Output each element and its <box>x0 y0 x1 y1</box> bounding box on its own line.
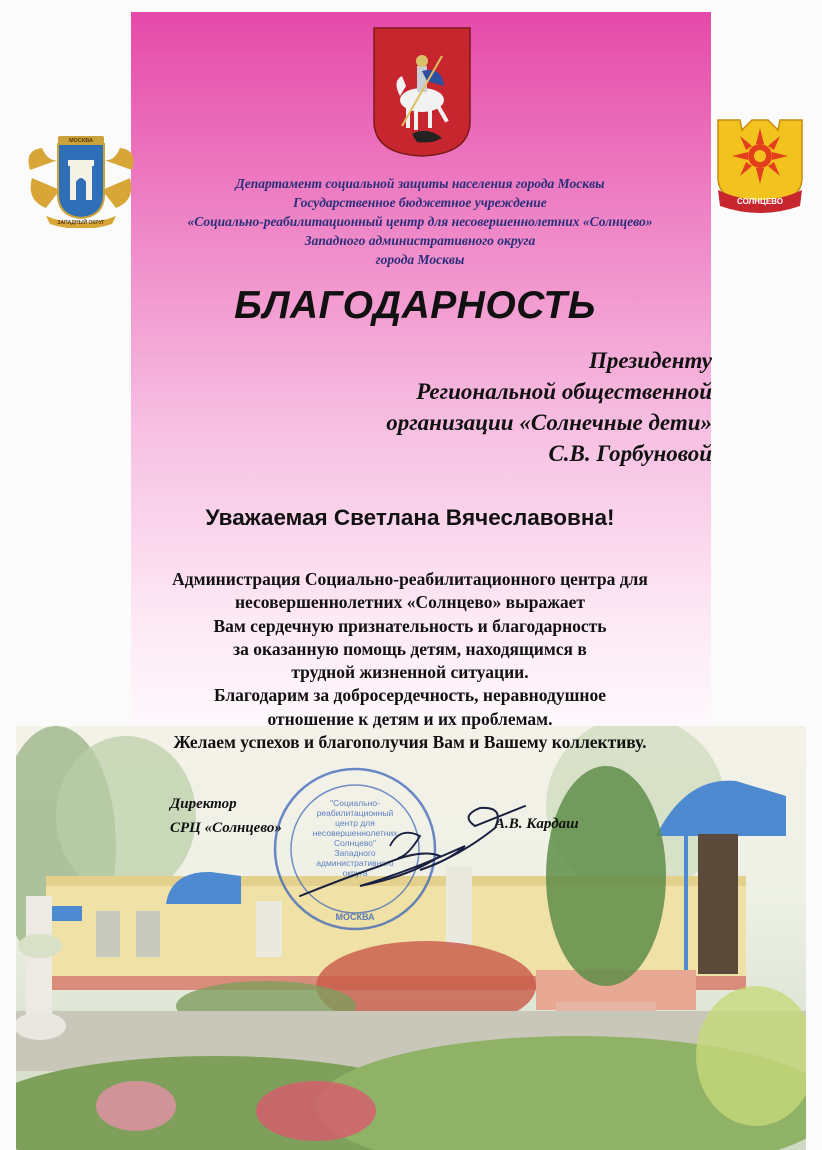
left-emblem-ribbon: МОСКВА <box>69 138 93 144</box>
header-line: «Социально-реабилитационный центр для несовершеннолетних «Солнцево» <box>187 214 653 229</box>
stamp-line: административного <box>316 858 394 868</box>
stamp-line: Западного <box>334 848 376 858</box>
recipient-line: Президенту <box>589 348 712 373</box>
header-line: Западного административного округа <box>304 233 536 248</box>
stamp-line: центр для <box>335 818 375 828</box>
salutation: Уважаемая Светлана Вячеславовна! <box>205 505 615 530</box>
body-line: несовершеннолетних «Солнцево» выражает <box>234 592 586 613</box>
stamp-line: Солнцево" <box>334 838 376 848</box>
handwritten-signature <box>290 786 540 916</box>
signatory-title <box>170 792 282 840</box>
signatory-title-line: СРЦ «Солнцево» <box>170 820 282 836</box>
moscow-coat-of-arms-icon <box>372 26 472 158</box>
stamp-line: "Социально- <box>330 798 380 808</box>
body-line: за оказанную помощь детям, находящимся в <box>233 638 587 659</box>
recipient-block <box>252 345 712 469</box>
header-line: города Москвы <box>375 252 465 267</box>
signatory-title-line: Директор <box>170 796 237 812</box>
organization-header <box>150 174 690 269</box>
document-title: БЛАГОДАРНОСТЬ <box>234 284 596 327</box>
recipient-line: организации «Солнечные дети» <box>386 410 712 435</box>
right-emblem-ribbon: СОЛНЦЕВО <box>737 197 783 206</box>
stamp-line: реабилитационный <box>316 808 394 818</box>
stamp-line: округа <box>342 868 368 878</box>
western-district-emblem-icon <box>22 130 140 228</box>
body-line: Администрация Социально-реабилитационного центра для <box>172 569 648 589</box>
header-line: Департамент социальной защиты населения города Москвы <box>235 176 605 191</box>
solntsevo-emblem-icon <box>712 116 808 214</box>
body-line: трудной жизненной ситуации. <box>291 662 529 683</box>
body-line: отношение к детям и их проблемам. <box>267 708 553 729</box>
header-line: Государственное бюджетное учреждение <box>293 195 547 210</box>
recipient-line: Региональной общественной <box>416 379 712 404</box>
left-emblem-bottom-ribbon: ЗАПАДНЫЙ ОКРУГ <box>57 220 105 226</box>
stamp-bottom: МОСКВА <box>335 912 375 922</box>
body-line: Благодарим за добросердечность, неравнодушное <box>214 685 606 706</box>
recipient-line: С.В. Горбуновой <box>548 441 712 466</box>
body-line: Желаем успехов и благополучия Вам и Вашему коллективу. <box>173 732 647 753</box>
signatory-name: А.В. Кардаш <box>495 816 579 832</box>
stamp-line: несовершеннолетних <box>312 828 398 838</box>
body-text <box>60 568 760 754</box>
body-line: Вам сердечную признательность и благодарность <box>213 615 607 636</box>
